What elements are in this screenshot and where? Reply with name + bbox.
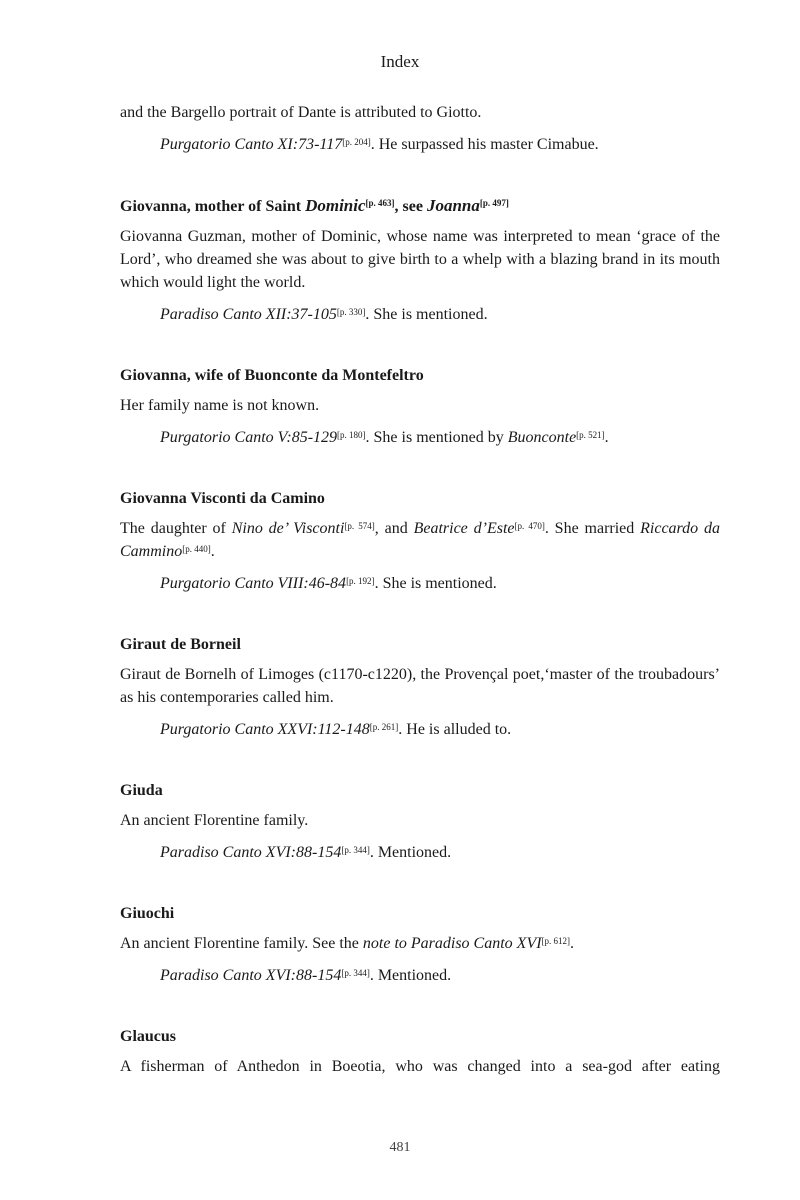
- entry-title: Giovanna Visconti da Camino: [120, 490, 325, 507]
- body-text: . She married: [544, 520, 641, 537]
- entry-title: Giraut de Borneil: [120, 636, 241, 653]
- page-ref[interactable]: [p. 463]: [365, 198, 395, 208]
- page-ref[interactable]: [p. 204]: [342, 137, 371, 147]
- canto-link[interactable]: Purgatorio Canto XI:73-117: [160, 136, 343, 153]
- reference-text: . He surpassed his master Cimabue.: [370, 136, 599, 153]
- entry-giovanna-mother: [120, 194, 720, 326]
- riccardo-link[interactable]: Riccardo da Cammino: [120, 520, 721, 560]
- index-content: [120, 101, 720, 1078]
- entry-body: Her family name is not known.: [120, 397, 320, 414]
- entry-giraut: [120, 633, 720, 741]
- reference-text: . She is mentioned.: [365, 306, 488, 323]
- buonconte-link[interactable]: Buonconte: [507, 429, 577, 446]
- entry-body: [120, 932, 720, 955]
- entry-body: Giovanna Guzman, mother of Dominic, whose name was interpreted to mean ‘grace of the Lord’, who dreamed she was about to give birth to a whelp with a blazing brand in its mouth which would light the world.: [120, 228, 720, 291]
- entry-giovanna-wife: [120, 364, 720, 449]
- entry-giuochi: [120, 902, 720, 987]
- entry-body: [120, 517, 720, 563]
- page-ref[interactable]: [p. 440]: [182, 544, 211, 554]
- nino-link[interactable]: Nino de’ Visconti: [231, 520, 345, 537]
- entry-reference: [160, 303, 720, 326]
- note-link[interactable]: note to Paradiso Canto XVI: [362, 935, 542, 952]
- page-ref[interactable]: [p. 192]: [346, 576, 375, 586]
- entry-body: A fisherman of Anthedon in Boeotia, who was changed into a sea-god after eating: [120, 1058, 720, 1075]
- entry-body: Giraut de Bornelh of Limoges (c1170-c1220), the Provençal poet,‘master of the troubadours’ as his contemporaries called him.: [120, 666, 720, 706]
- page-ref[interactable]: [p. 612]: [541, 936, 571, 946]
- entry-reference: [160, 718, 720, 741]
- canto-link[interactable]: Paradiso Canto XII:37-105: [160, 306, 337, 323]
- entry-title: [120, 194, 720, 218]
- body-text: , and: [374, 520, 414, 537]
- entry-giotto: [120, 101, 720, 156]
- entry-reference: [160, 572, 720, 595]
- body-text: An ancient Florentine family. See the: [120, 935, 363, 952]
- canto-link[interactable]: Paradiso Canto XVI:88-154: [160, 844, 342, 861]
- dominic-link[interactable]: Dominic: [305, 196, 366, 215]
- entry-reference: [160, 841, 720, 864]
- entry-title: Glaucus: [120, 1028, 177, 1045]
- title-text: Giovanna, mother of Saint: [120, 198, 306, 215]
- joanna-link[interactable]: Joanna: [426, 196, 480, 215]
- page-ref[interactable]: [p. 344]: [341, 845, 370, 855]
- entry-giovanna-visconti: [120, 487, 720, 595]
- page-ref[interactable]: [p. 330]: [336, 307, 366, 317]
- reference-text: . He is alluded to.: [398, 721, 512, 738]
- page-ref[interactable]: [p. 261]: [369, 722, 399, 732]
- page-ref[interactable]: [p. 521]: [576, 430, 605, 440]
- canto-link[interactable]: Purgatorio Canto XXVI:112-148: [160, 721, 370, 738]
- entry-reference: [160, 133, 720, 156]
- body-text: .: [210, 543, 215, 560]
- reference-text: .: [604, 429, 609, 446]
- entry-title: Giovanna, wife of Buonconte da Montefeltro: [120, 367, 424, 384]
- running-header: Index: [380, 52, 420, 71]
- canto-link[interactable]: Paradiso Canto XVI:88-154: [160, 967, 342, 984]
- page-number: 481: [389, 1140, 411, 1155]
- reference-text: . Mentioned.: [369, 844, 452, 861]
- page-ref[interactable]: [p. 497]: [479, 198, 509, 208]
- reference-text: . She is mentioned.: [374, 575, 497, 592]
- canto-link[interactable]: Purgatorio Canto VIII:46-84: [160, 575, 347, 592]
- entry-reference: [160, 964, 720, 987]
- entry-body: and the Bargello portrait of Dante is attributed to Giotto.: [120, 104, 482, 121]
- entry-reference: [160, 426, 720, 449]
- page-ref[interactable]: [p. 344]: [341, 968, 370, 978]
- entry-giuda: [120, 779, 720, 864]
- beatrice-link[interactable]: Beatrice d’Este: [413, 520, 515, 537]
- page-ref[interactable]: [p. 470]: [514, 521, 545, 531]
- page-ref[interactable]: [p. 574]: [344, 521, 375, 531]
- entry-glaucus: [120, 1025, 720, 1078]
- reference-text: . She is mentioned by: [365, 429, 508, 446]
- body-text: .: [570, 935, 575, 952]
- reference-text: . Mentioned.: [369, 967, 452, 984]
- body-text: The daughter of: [120, 520, 232, 537]
- canto-link[interactable]: Purgatorio Canto V:85-129: [160, 429, 338, 446]
- page-ref[interactable]: [p. 180]: [337, 430, 366, 440]
- entry-body: An ancient Florentine family.: [120, 812, 309, 829]
- title-text: , see: [394, 198, 427, 215]
- entry-title: Giuda: [120, 782, 163, 799]
- entry-title: Giuochi: [120, 905, 175, 922]
